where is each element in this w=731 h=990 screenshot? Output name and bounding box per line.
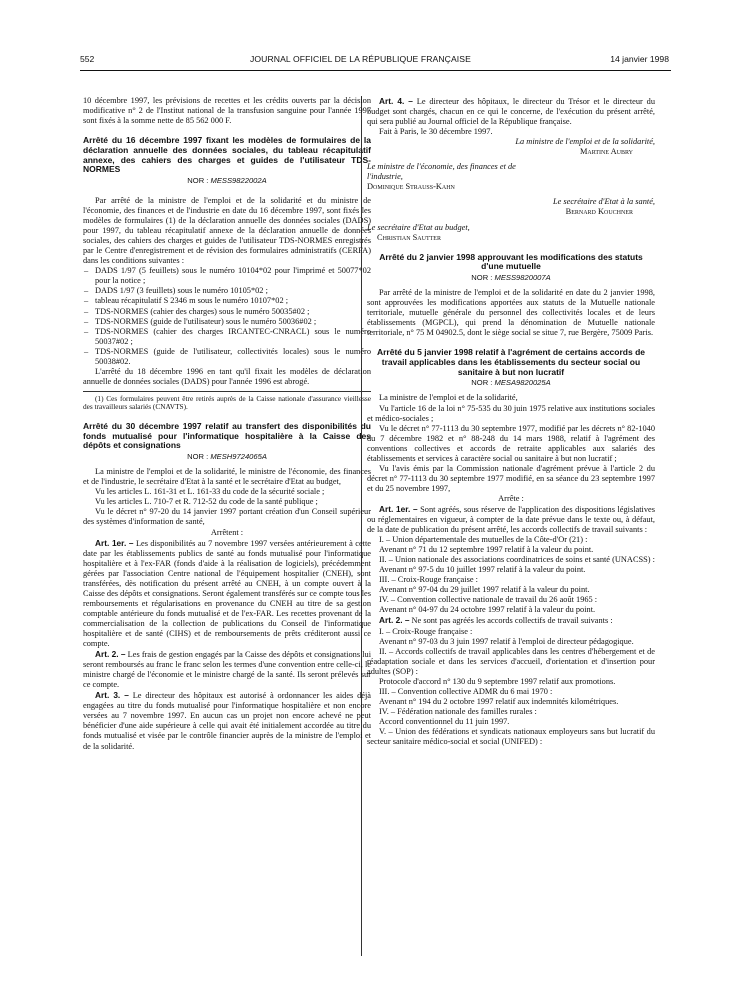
agreement-item: III. – Convention collective ADMR du 6 mai 1970 : <box>379 686 553 696</box>
article-paragraph: Art. 2. – Ne sont pas agréés les accords collectifs de travail suivants : <box>379 615 613 626</box>
decree-paragraph: Vu le décret n° 97-20 du 14 janvier 1997 portant création d'un Conseil supérieur des systèmes d'information de santé, <box>83 507 371 527</box>
agreement-item: III. – Croix-Rouge française : <box>379 575 478 585</box>
signature-name: Dominique Strauss-Kahn <box>367 182 455 192</box>
nor-reference: NOR : MESS9822002A <box>187 175 267 185</box>
issue-date: 14 janvier 1998 <box>610 54 669 64</box>
signature-name: Martine Aubry <box>579 147 633 157</box>
list-item: – DADS 1/97 (5 feuillets) sous le numéro 10104*02 pour l'imprimé et 50077*02 pour la notice ; <box>95 266 371 286</box>
article-paragraph: Art. 3. – Le directeur des hôpitaux est autorisé à ordonnancer les aides déjà engagées au titre du fonds mutualisé pour l'informatique hospitalière et non encore versées au 7 novembre 1997. En aucun cas un projet non encore achevé ne peut bénéficier d'une aide supérieure à celle qui avait été initialement accordée au titre du fonds mutualisé et visée par le contrôle financier auprès de la ministre de l'emploi et de la solidarité. <box>83 690 371 751</box>
agreement-item: Avenant n° 97-5 du 10 juillet 1997 relatif à la valeur du point. <box>379 565 586 575</box>
decree-paragraph: Vu les articles L. 710-7 et R. 712-52 du code de la santé publique ; <box>95 497 318 507</box>
agreement-item: I. – Croix-Rouge française : <box>379 626 473 636</box>
intro-paragraph: 10 décembre 1997, les prévisions de recettes et les crédits ouverts par la décision modificative n° 2 de l'Institut national de la transfusion sanguine pour l'année 1997 sont fixés à la somme nette de 85 562 000 F. <box>83 96 371 126</box>
list-item: – TDS-NORMES (cahier des charges IRCANTEC-CNRACL) sous le numéro 50037#02 ; <box>95 327 371 347</box>
agreement-item: Avenant n° 04-97 du 24 octobre 1997 relatif à la valeur du point. <box>379 605 596 615</box>
list-item: – TDS-NORMES (guide de l'utilisateur, collectivités locales) sous le numéro 50038#02. <box>95 347 371 367</box>
footnote: (1) Ces formulaires peuvent être retirés auprès de la Caisse nationale d'assurance vieillesse des travailleurs salariés (CNAVTS). <box>83 393 371 412</box>
page-number: 552 <box>80 54 95 64</box>
list-item: – tableau récapitulatif S 2346 m sous le numéro 10107*02 ; <box>95 296 371 306</box>
form-list <box>83 266 371 366</box>
decree-paragraph: La ministre de l'emploi et de la solidarité, <box>379 393 518 403</box>
list-item: – TDS-NORMES (guide de l'utilisateur) sous le numéro 50036#02 ; <box>95 317 371 327</box>
agreement-item: I. – Union départementale des mutuelles de la Côte-d'Or (21) : <box>379 535 588 545</box>
agreement-item: II. – Union nationale des associations coordinatrices de soins et santé (UNACSS) : <box>379 555 655 565</box>
right-column <box>367 96 655 747</box>
decree-paragraph: Vu les articles L. 161-31 et L. 161-33 du code de la sécurité sociale ; <box>95 487 325 497</box>
agreement-item: IV. – Fédération nationale des familles rurales : <box>379 706 537 716</box>
left-column <box>83 96 371 752</box>
signature-role: Le secrétaire d'Etat au budget, <box>367 222 470 232</box>
signature-role: La ministre de l'emploi et de la solidarité, <box>515 137 655 147</box>
decree-title: Arrêté du 30 décembre 1997 relatif au transfert des disponibilités du fonds mutualisé pour l'informatique hospitalière à la Caisse des dépôts et consignations <box>83 421 371 451</box>
decree-paragraph: Vu l'avis émis par la Commission nationale d'agrément prévue à l'article 2 du décret n° 77-1113 du 30 septembre 1977 modifié, en sa séance du 23 septembre 1997 et du 25 novembre 1997, <box>367 463 655 493</box>
agreement-item: Avenant n° 194 du 2 octobre 1997 relatif aux indemnités kilométriques. <box>379 696 619 706</box>
decree-paragraph: Vu le décret n° 77-1113 du 30 septembre 1977, modifié par les décrets n° 82-1040 du 7 décembre 1982 et n° 88-248 du 14 mars 1988, relatif à l'agrément des conventions collectives et accords de retraite applicables aux salariés des établissements et services à caractère social ou sanitaire à but non lucratif ; <box>367 423 655 463</box>
decree-paragraph: La ministre de l'emploi et de la solidarité, le ministre de l'économie, des finances et de l'industrie, le secrétaire d'Etat à la santé et le secrétaire d'Etat au budget, <box>83 467 371 487</box>
nor-reference: NOR : MESA9820025A <box>471 378 551 388</box>
decree-paragraph: L'arrêté du 18 décembre 1996 en tant qu'il fixait les modèles de déclaration annuelle de données sociales (DADS) pour l'année 1996 est abrogé. <box>83 366 371 386</box>
agreement-item: Avenant n° 97-03 du 3 juin 1997 relatif à l'emploi de directeur pédagogique. <box>379 636 634 646</box>
agreement-item: Protocole d'accord n° 130 du 9 septembre 1997 relatif aux promotions. <box>379 676 616 686</box>
signature-role: Le secrétaire d'Etat à la santé, <box>552 197 655 207</box>
list-item: – DADS 1/97 (3 feuillets) sous le numéro 10105*02 ; <box>95 286 371 296</box>
article-paragraph: Art. 1er. – Les disponibilités au 7 novembre 1997 versées antérieurement à cette date par les établissements publics de santé au fonds mutualisé pour l'informatique hospitalière et à l'ex-FAR (fonds d'aide à la réalisation de logiciels), précédemment gérées par l'association Centre national de l'équipement hospitalier (CNEH), sont transférées, dès notification du présent arrêté au CNEH, à un compte ouvert à la Caisse des dépôts et consignations. Seront également transférés sur ce compte tous les remboursements et régularisations en provenance du CNEH au titre de sa gestion comptable antérieure du fonds mutualisé et de l'ex-FAR. Les recettes provenant de la commercialisation de la collection de publications du Conseil de l'informatique hospitalière et de santé (CIHS) et de remboursements de prêts créditeront aussi ce compte. <box>83 537 371 649</box>
decree-paragraph: Par arrêté de la ministre de l'emploi et de la solidarité et du ministre de l'économie, des finances et de l'industrie en date du 16 décembre 1997, sont fixés les modèles de formulaires (1) de la déclaration annuelle des données sociales (DADS) pour 1997, du tableau récapitulatif annexe de la déclaration annuelle de données sociales, des cahiers des charges et guides de l'utilisateur TDS-NORMES enregistrés par le Centre d'enregistrement et de révision des formulaires administratifs (CERFA) dans les conditions suivantes : <box>83 196 371 266</box>
article-paragraph: Art. 4. – Le directeur des hôpitaux, le directeur du Trésor et le directeur du budget sont chargés, chacun en ce qui le concerne, de l'exécution du présent arrêté, qui sera publié au Journal officiel de la République française. <box>367 96 655 127</box>
journal-title: JOURNAL OFFICIEL DE LA RÉPUBLIQUE FRANÇAISE <box>250 54 471 64</box>
footnote-rule <box>83 391 371 392</box>
article-paragraph: Art. 1er. – Sont agréés, sous réserve de l'application des dispositions législatives ou réglementaires en vigueur, à compter de la date prévue dans le texte ou, à défaut, de la date de publication du présent arrêté, les accords collectifs de travail suivants : <box>367 503 655 535</box>
header-rule <box>80 70 671 71</box>
agreement-item: IV. – Convention collective nationale de travail du 26 août 1965 : <box>379 595 598 605</box>
nor-reference: NOR : MESS9820007A <box>471 273 551 283</box>
agreement-item: II. – Accords collectifs de travail applicables dans les centres d'hébergement et de réadaptation sociale et dans les services d'accueil, d'orientation et d'insertion pour adultes (SOP) : <box>367 646 655 676</box>
decree-paragraph: Par arrêté de la ministre de l'emploi et de la solidarité en date du 2 janvier 1998, sont approuvées les modifications apportées aux statuts de la Mutuelle nationale territoriale, mutuelle générale du personnel des collectivités locales et de leurs établissements (MGPCL), qui prend la dénomination de Mutuelle nationale territoriale, n° 75 M 04902.5, dont le siège social se situe 7, rue Bergère, 75009 Paris. <box>367 288 655 338</box>
agreement-item: Accord conventionnel du 11 juin 1997. <box>379 716 510 726</box>
decree-title: Arrêté du 2 janvier 1998 approuvant les modifications des statuts d'une mutuelle <box>379 251 643 272</box>
page-header <box>0 54 731 68</box>
signature-name: Christian Sautter <box>377 232 441 242</box>
decree-title: Arrêté du 16 décembre 1997 fixant les modèles de formulaires de la déclaration annuelle des données sociales, du tableau récapitulatif annexe, des cahiers des charges et guides de l'utilisateur TDS-NORMES <box>83 135 371 175</box>
arretent-heading: Arrêtent : <box>210 527 244 537</box>
decree-title: Arrêté du 5 janvier 1998 relatif à l'agrément de certains accords de travail applicables dans les établissements du secteur social ou sanitaire à but non lucratif <box>376 347 645 377</box>
decree-paragraph: Vu l'article 16 de la loi n° 75-535 du 30 juin 1975 relative aux institutions sociales et médico-sociales ; <box>367 403 655 423</box>
signature-name: Bernard Kouchner <box>565 207 633 217</box>
nor-reference: NOR : MESH9724065A <box>187 452 267 462</box>
arrete-heading: Arrête : <box>498 493 524 503</box>
article-paragraph: Art. 2. – Les frais de gestion engagés par la Caisse des dépôts et consignations lui seront remboursés au franc le franc selon les termes d'une convention entre celle-ci, le ministre chargé de l'économie et le ministre chargé de la santé. Ils seront prélevés sur ce compte. <box>83 649 372 690</box>
agreement-item: Avenant n° 97-04 du 29 juillet 1997 relatif à la valeur du point. <box>379 585 590 595</box>
signature-role: Le ministre de l'économie, des finances et de l'industrie, <box>367 162 516 182</box>
agreement-item: Avenant n° 71 du 12 septembre 1997 relatif à la valeur du point. <box>379 545 594 555</box>
signature-place-date: Fait à Paris, le 30 décembre 1997. <box>379 127 493 137</box>
list-item: – TDS-NORMES (cahier des charges) sous le numéro 50035#02 ; <box>95 307 371 317</box>
agreement-item: V. – Union des fédérations et syndicats nationaux employeurs sans but lucratif du secteur sanitaire médico-social et social (UNIFED) : <box>367 727 655 747</box>
